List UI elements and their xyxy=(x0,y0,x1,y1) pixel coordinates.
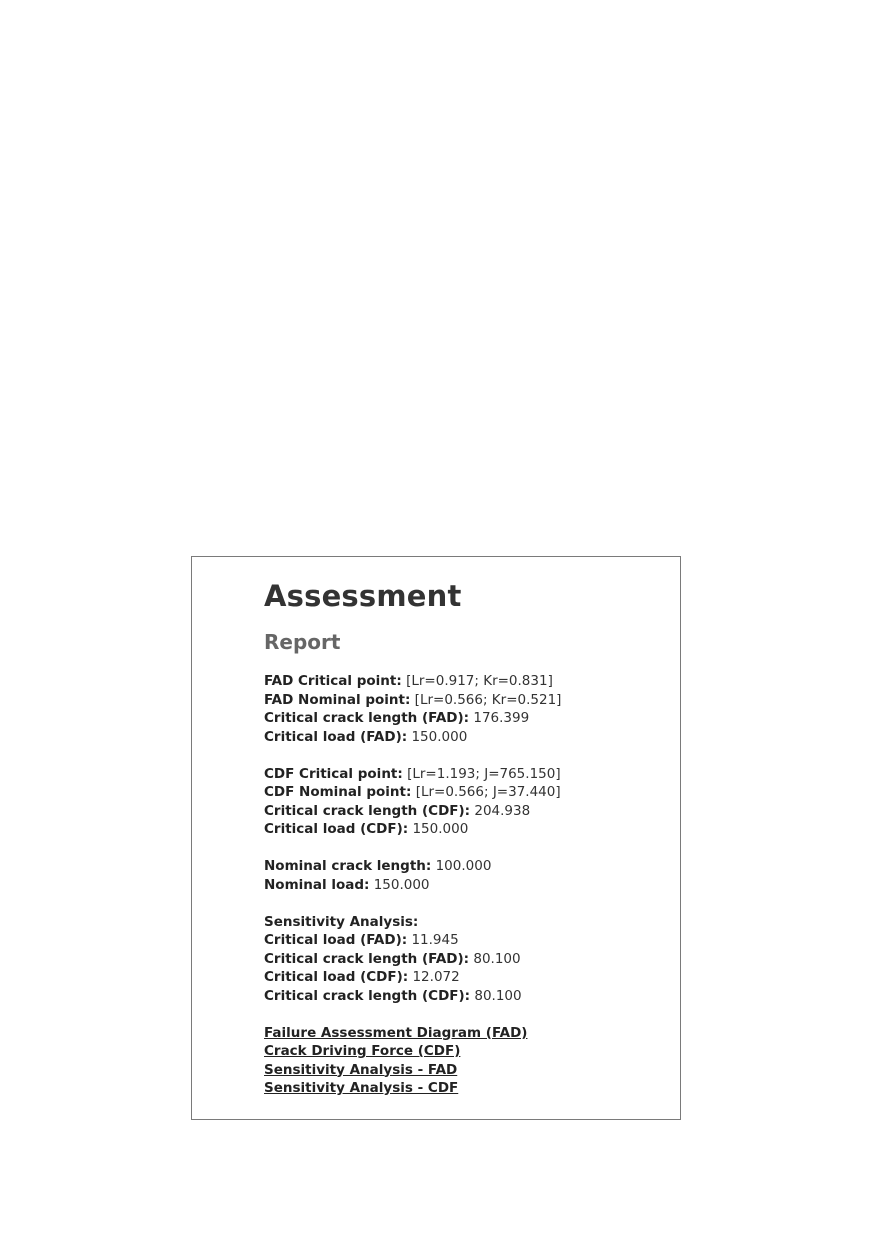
nominal-crack-length-row xyxy=(264,857,664,876)
fad-nominal-point-value: [Lr=0.566; Kr=0.521] xyxy=(414,691,562,708)
fad-critical-crack-length-row xyxy=(264,709,664,728)
nominal-load-value: 150.000 xyxy=(373,876,430,893)
sensitivity-critical-crack-length-cdf-row xyxy=(264,987,664,1006)
link-sensitivity-analysis-fad[interactable]: Sensitivity Analysis - FAD xyxy=(264,1061,458,1078)
nominal-load-label: Nominal load: xyxy=(264,876,370,893)
cdf-results-group xyxy=(264,765,664,839)
sensitivity-critical-load-cdf-value: 12.072 xyxy=(412,969,460,985)
cdf-critical-crack-length-row xyxy=(264,802,664,821)
report-panel xyxy=(191,556,681,1120)
sensitivity-critical-load-cdf-label: Critical load (CDF): xyxy=(264,969,409,985)
sensitivity-analysis-group xyxy=(264,913,664,1006)
sensitivity-critical-load-fad-value: 11.945 xyxy=(411,932,459,948)
sensitivity-critical-crack-length-fad-value: 80.100 xyxy=(473,950,521,967)
fad-critical-crack-length-label: Critical crack length (FAD): xyxy=(264,710,470,726)
fad-results-group xyxy=(264,672,664,746)
link-sensitivity-analysis-cdf[interactable]: Sensitivity Analysis - CDF xyxy=(264,1080,459,1096)
nominal-crack-length-value: 100.000 xyxy=(435,858,492,874)
report-content xyxy=(264,577,664,1098)
fad-nominal-point-row xyxy=(264,691,664,710)
diagram-links xyxy=(264,1024,664,1098)
cdf-critical-load-label: Critical load (CDF): xyxy=(264,821,409,837)
link-failure-assessment-diagram[interactable]: Failure Assessment Diagram (FAD) xyxy=(264,1024,528,1041)
fad-nominal-point-label: FAD Nominal point: xyxy=(264,691,411,708)
fad-critical-point-label: FAD Critical point: xyxy=(264,673,402,689)
fad-critical-load-row xyxy=(264,728,664,747)
cdf-critical-crack-length-value: 204.938 xyxy=(474,802,531,819)
sensitivity-analysis-heading xyxy=(264,913,664,932)
cdf-nominal-point-value: [Lr=0.566; J=37.440] xyxy=(415,784,561,800)
sensitivity-critical-load-fad-row xyxy=(264,931,664,950)
sensitivity-critical-load-fad-label: Critical load (FAD): xyxy=(264,932,408,948)
cdf-nominal-point-row xyxy=(264,783,664,802)
fad-critical-point-value: [Lr=0.917; Kr=0.831] xyxy=(406,673,553,689)
nominal-crack-length-label: Nominal crack length: xyxy=(264,858,432,874)
nominal-values-group xyxy=(264,857,664,894)
sensitivity-critical-crack-length-fad-label: Critical crack length (FAD): xyxy=(264,950,470,967)
cdf-critical-point-label: CDF Critical point: xyxy=(264,765,403,782)
sensitivity-critical-load-cdf-row xyxy=(264,968,664,987)
sensitivity-critical-crack-length-cdf-label: Critical crack length (CDF): xyxy=(264,987,471,1004)
fad-critical-point-row xyxy=(264,672,664,691)
fad-critical-crack-length-value: 176.399 xyxy=(473,710,530,726)
sensitivity-analysis-label: Sensitivity Analysis: xyxy=(264,913,419,930)
fad-critical-load-value: 150.000 xyxy=(411,728,468,745)
page-title: Assessment xyxy=(264,579,462,613)
cdf-critical-load-value: 150.000 xyxy=(412,821,469,837)
cdf-nominal-point-label: CDF Nominal point: xyxy=(264,784,412,800)
cdf-critical-point-row xyxy=(264,765,664,784)
sensitivity-critical-crack-length-cdf-value: 80.100 xyxy=(474,987,522,1004)
fad-critical-load-label: Critical load (FAD): xyxy=(264,728,408,745)
cdf-critical-point-value: [Lr=1.193; J=765.150] xyxy=(407,765,561,782)
link-crack-driving-force[interactable]: Crack Driving Force (CDF) xyxy=(264,1043,461,1059)
section-title-report: Report xyxy=(264,630,341,654)
nominal-load-row xyxy=(264,876,664,895)
sensitivity-critical-crack-length-fad-row xyxy=(264,950,664,969)
cdf-critical-load-row xyxy=(264,820,664,839)
cdf-critical-crack-length-label: Critical crack length (CDF): xyxy=(264,802,471,819)
